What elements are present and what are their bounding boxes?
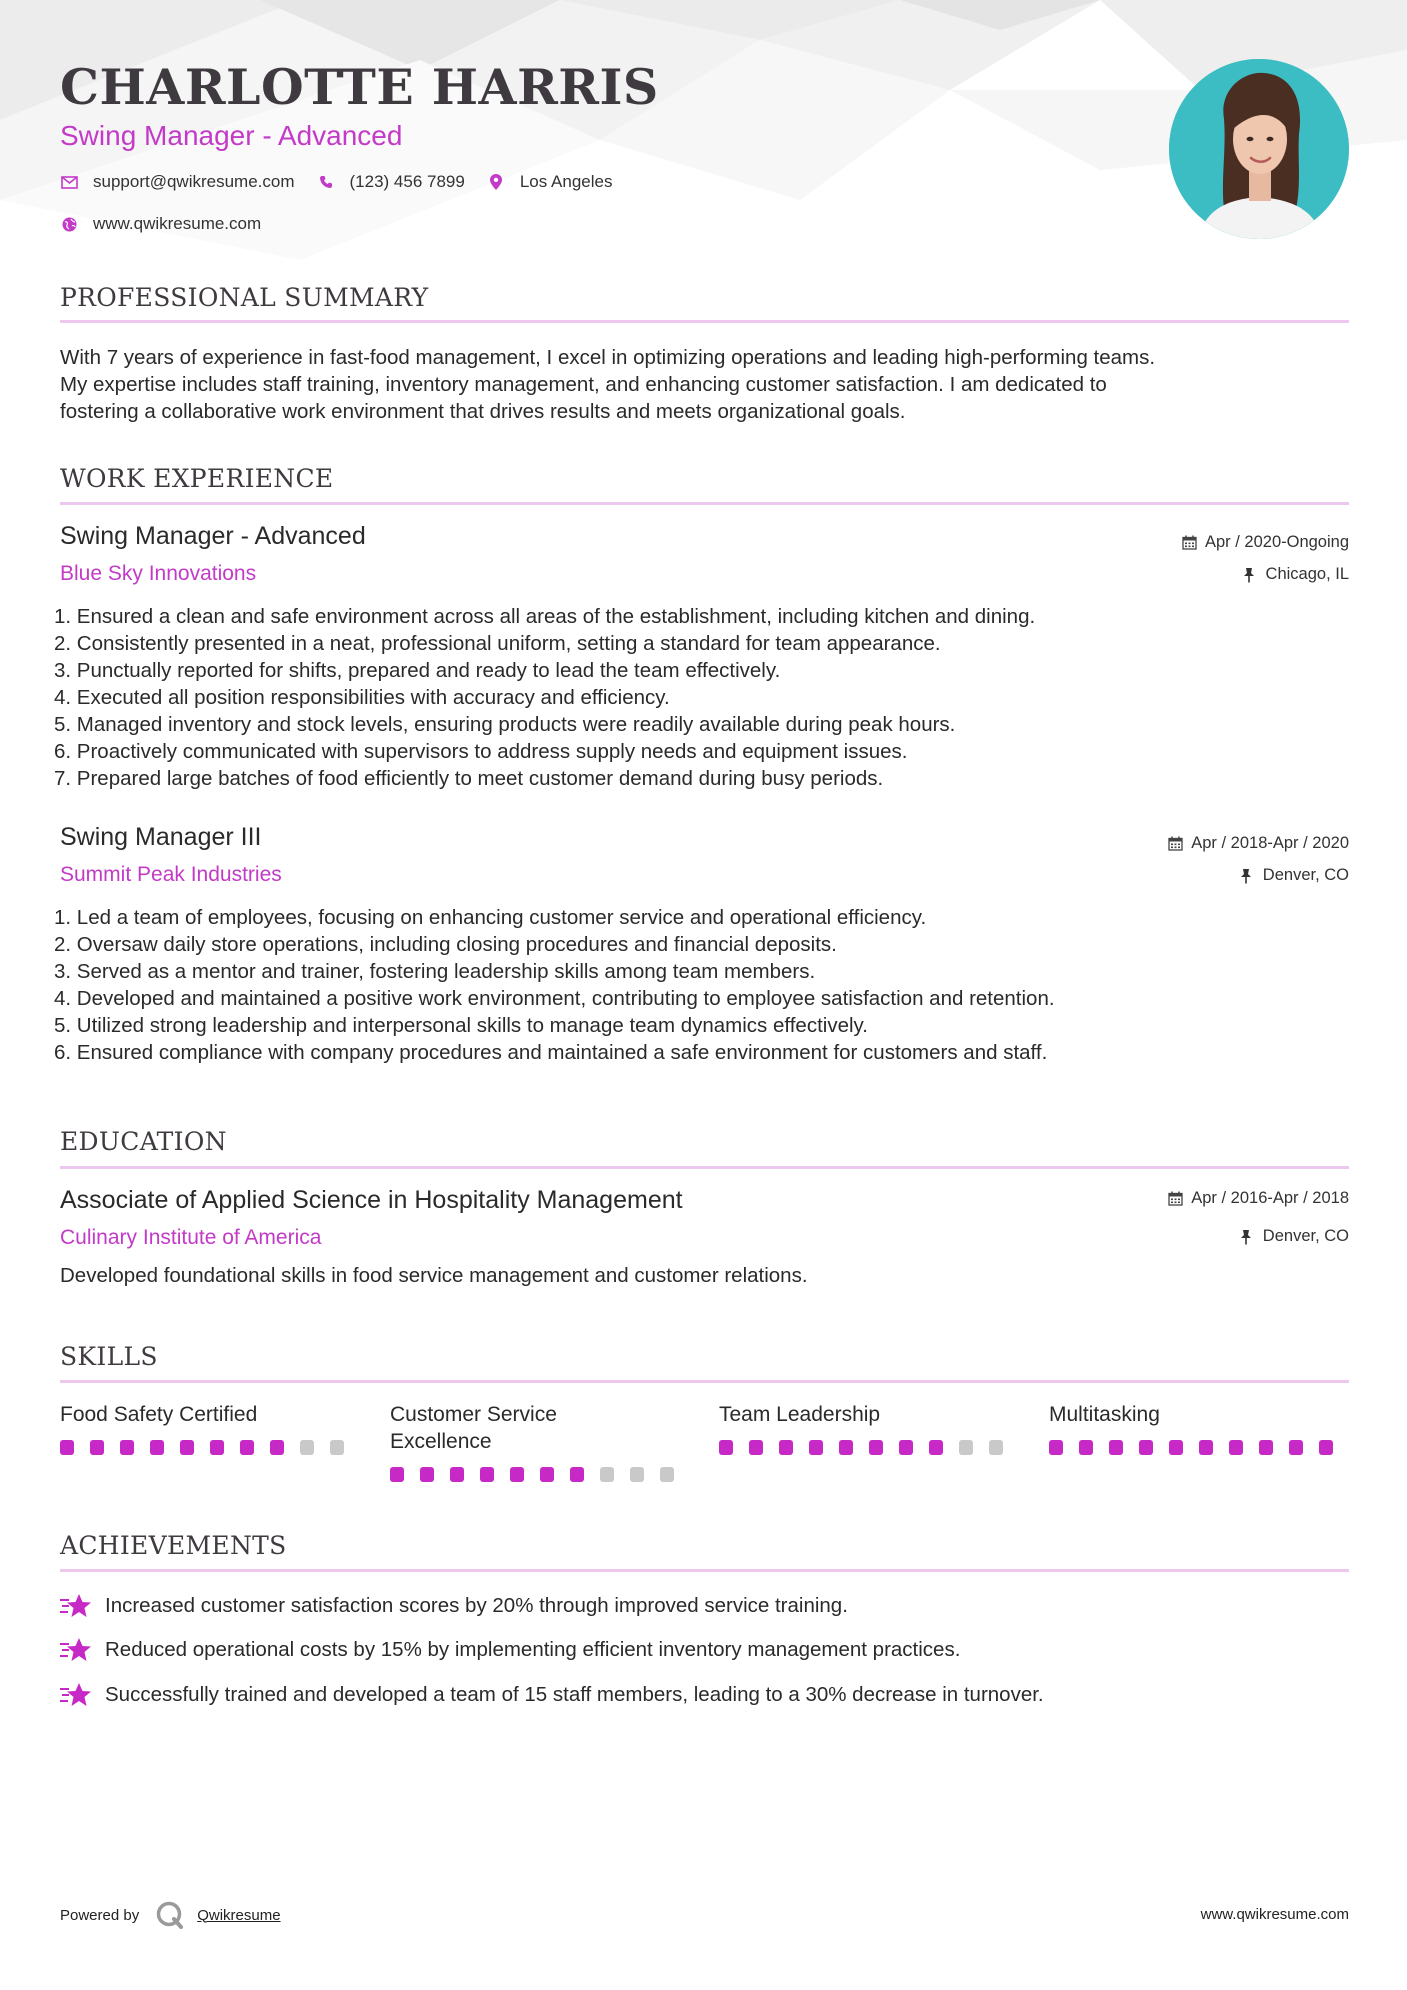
skill-team-leadership [719, 1401, 1019, 1455]
skill-name: Customer Service [390, 1403, 557, 1426]
skill-dot-filled [1109, 1440, 1123, 1455]
skill-multitasking [1049, 1401, 1349, 1455]
skill-dot-filled [1139, 1440, 1153, 1455]
education-location-text: Denver, CO [1262, 1227, 1349, 1245]
job-dates [1182, 533, 1349, 552]
job-dates [1168, 834, 1349, 853]
skill-dot-filled [270, 1440, 284, 1455]
summary-divider [60, 320, 1349, 323]
skill-dot-filled [1199, 1440, 1213, 1455]
calendar-icon [1168, 836, 1184, 852]
skill-dot-filled [719, 1440, 733, 1455]
footer-powered-by [60, 1900, 281, 1930]
skills-heading: SKILLS [60, 1342, 158, 1371]
school-name: Culinary Institute of America [60, 1226, 322, 1249]
skill-dot-filled [1259, 1440, 1273, 1455]
skill-name: Multitasking [1049, 1403, 1160, 1426]
skill-dot-filled [1289, 1440, 1303, 1455]
skill-dot-filled [60, 1440, 74, 1455]
experience-heading: WORK EXPERIENCE [60, 464, 334, 493]
education-divider [60, 1166, 1349, 1169]
skill-dot-filled [899, 1440, 913, 1455]
skill-dot-filled [929, 1440, 943, 1455]
achievement-text: Reduced operational costs by 15% by implementing efficient inventory management practices. [105, 1638, 961, 1661]
skill-level-dots [719, 1440, 1019, 1455]
powered-by-label: Powered by [60, 1906, 140, 1924]
list-item: 5. Managed inventory and stock levels, ensuring products were readily available during peak hours. [54, 713, 956, 736]
achievement-item [60, 1592, 848, 1620]
list-item: 1. Ensured a clean and safe environment across all areas of the establishment, including kitchen and dining. [54, 605, 1036, 628]
portrait-illustration [1169, 59, 1349, 239]
pushpin-icon [1243, 567, 1259, 583]
phone-icon [317, 173, 335, 191]
envelope-icon [60, 173, 78, 191]
job-responsibilities [54, 603, 1349, 792]
website-text: www.qwikresume.com [93, 214, 262, 233]
footer-website[interactable]: www.qwikresume.com [1200, 1906, 1349, 1923]
skill-dot-filled [1319, 1440, 1333, 1455]
skill-dot-filled [749, 1440, 763, 1455]
candidate-name: CHARLOTTE HARRIS [60, 58, 659, 116]
contact-email[interactable] [60, 172, 295, 192]
location-text: Los Angeles [519, 172, 613, 191]
list-item: 6. Ensured compliance with company procedures and maintained a safe environment for customers and staff. [54, 1041, 1048, 1064]
calendar-icon [1182, 535, 1198, 551]
skill-dot-filled [779, 1440, 793, 1455]
skill-dot-filled [390, 1467, 404, 1482]
skill-level-dots [1049, 1440, 1349, 1455]
education-dates [1168, 1189, 1349, 1208]
education-description: Developed foundational skills in food service management and customer relations. [60, 1264, 808, 1287]
skills-divider [60, 1380, 1349, 1383]
list-item: 4. Executed all position responsibilities with accuracy and efficiency. [54, 686, 670, 709]
skill-dot-filled [510, 1467, 524, 1482]
summary-heading: PROFESSIONAL SUMMARY [60, 283, 429, 312]
achievement-item [60, 1636, 960, 1664]
skill-dot-filled [839, 1440, 853, 1455]
skill-dot-empty [959, 1440, 973, 1455]
company-name: Summit Peak Industries [60, 863, 282, 886]
achievement-text: Increased customer satisfaction scores by 20% through improved service training. [105, 1594, 848, 1617]
star-badge-icon [60, 1681, 92, 1709]
qwikresume-link[interactable]: Qwikresume [197, 1906, 281, 1924]
skill-dot-empty [600, 1467, 614, 1482]
skill-dot-empty [330, 1440, 344, 1455]
company-name: Blue Sky Innovations [60, 562, 257, 585]
skill-dot-empty [300, 1440, 314, 1455]
skill-dot-empty [989, 1440, 1003, 1455]
education-heading: EDUCATION [60, 1127, 227, 1156]
list-item: 5. Utilized strong leadership and interpersonal skills to manage team dynamics effectively. [54, 1014, 868, 1037]
star-badge-icon [60, 1592, 92, 1620]
skill-dot-filled [1229, 1440, 1243, 1455]
skill-food-safety [60, 1401, 360, 1455]
summary-line: With 7 years of experience in fast-food management, I excel in optimizing operations and leading high-performing teams. [60, 346, 1156, 369]
map-pin-icon [487, 173, 505, 191]
contact-row-primary [60, 172, 634, 192]
candidate-title: Swing Manager - Advanced [60, 120, 403, 151]
skill-dot-filled [180, 1440, 194, 1455]
skill-name: Team Leadership [719, 1403, 881, 1426]
list-item: 3. Punctually reported for shifts, prepared and ready to lead the team effectively. [54, 659, 781, 682]
email-text: support@qwikresume.com [93, 172, 295, 191]
skill-dot-filled [120, 1440, 134, 1455]
contact-row-secondary [60, 214, 283, 234]
contact-website[interactable] [60, 214, 261, 234]
skill-dot-filled [1169, 1440, 1183, 1455]
calendar-icon [1168, 1191, 1184, 1207]
skill-dot-filled [540, 1467, 554, 1482]
skill-dot-filled [450, 1467, 464, 1482]
list-item: 1. Led a team of employees, focusing on enhancing customer service and operational efficiency. [54, 906, 927, 929]
qwikresume-logo-icon [155, 1900, 185, 1930]
skill-dot-filled [570, 1467, 584, 1482]
experience-divider [60, 502, 1349, 505]
skill-customer-service [390, 1401, 690, 1482]
skill-level-dots [60, 1440, 360, 1455]
skill-dot-filled [809, 1440, 823, 1455]
skill-dot-filled [1049, 1440, 1063, 1455]
skill-dot-filled [1079, 1440, 1093, 1455]
list-item: 6. Proactively communicated with supervisors to address supply needs and equipment issues. [54, 740, 908, 763]
job-location [1243, 565, 1349, 584]
education-location [1240, 1227, 1349, 1246]
profile-photo [1169, 59, 1349, 239]
job-responsibilities [54, 904, 1349, 1066]
degree-title: Associate of Applied Science in Hospitality Management [60, 1186, 683, 1214]
globe-icon [60, 215, 78, 233]
phone-text: (123) 456 7899 [349, 172, 465, 191]
list-item: 7. Prepared large batches of food efficiently to meet customer demand during busy periods. [54, 767, 884, 790]
contact-phone[interactable] [317, 172, 465, 192]
skill-dot-filled [480, 1467, 494, 1482]
skill-dot-filled [90, 1440, 104, 1455]
skill-dot-filled [869, 1440, 883, 1455]
star-badge-icon [60, 1636, 92, 1664]
skill-dot-filled [210, 1440, 224, 1455]
list-item: 2. Consistently presented in a neat, professional uniform, setting a standard for team appearance. [54, 632, 941, 655]
pushpin-icon [1240, 868, 1256, 884]
list-item: 2. Oversaw daily store operations, including closing procedures and financial deposits. [54, 933, 837, 956]
job-location-text: Denver, CO [1262, 866, 1349, 884]
achievements-divider [60, 1569, 1349, 1572]
education-dates-text: Apr / 2016-Apr / 2018 [1191, 1189, 1349, 1207]
summary-text [60, 344, 1349, 425]
job-location-text: Chicago, IL [1265, 565, 1349, 583]
summary-line: fostering a collaborative work environment that drives results and meets organizational goals. [60, 400, 906, 423]
skill-name: Food Safety Certified [60, 1403, 258, 1426]
skill-dot-empty [660, 1467, 674, 1482]
job-title: Swing Manager III [60, 823, 262, 851]
skill-dot-filled [150, 1440, 164, 1455]
skill-name-continued: Excellence [390, 1430, 492, 1453]
job-dates-text: Apr / 2020-Ongoing [1204, 533, 1349, 551]
contact-location [487, 172, 613, 192]
achievement-text: Successfully trained and developed a team of 15 staff members, leading to a 30% decrease in turnover. [105, 1683, 1044, 1706]
skill-level-dots [390, 1467, 690, 1482]
list-item: 4. Developed and maintained a positive work environment, contributing to employee satisfaction and retention. [54, 987, 1055, 1010]
skill-dot-empty [630, 1467, 644, 1482]
job-title: Swing Manager - Advanced [60, 522, 366, 550]
list-item: 3. Served as a mentor and trainer, fostering leadership skills among team members. [54, 960, 816, 983]
job-location [1240, 866, 1349, 885]
pushpin-icon [1240, 1229, 1256, 1245]
summary-line: My expertise includes staff training, inventory management, and enhancing customer satisfaction. I am dedicated to [60, 373, 1107, 396]
achievements-heading: ACHIEVEMENTS [60, 1531, 287, 1560]
skill-dot-filled [420, 1467, 434, 1482]
job-dates-text: Apr / 2018-Apr / 2020 [1191, 834, 1349, 852]
skill-dot-filled [240, 1440, 254, 1455]
achievement-item [60, 1681, 1044, 1709]
